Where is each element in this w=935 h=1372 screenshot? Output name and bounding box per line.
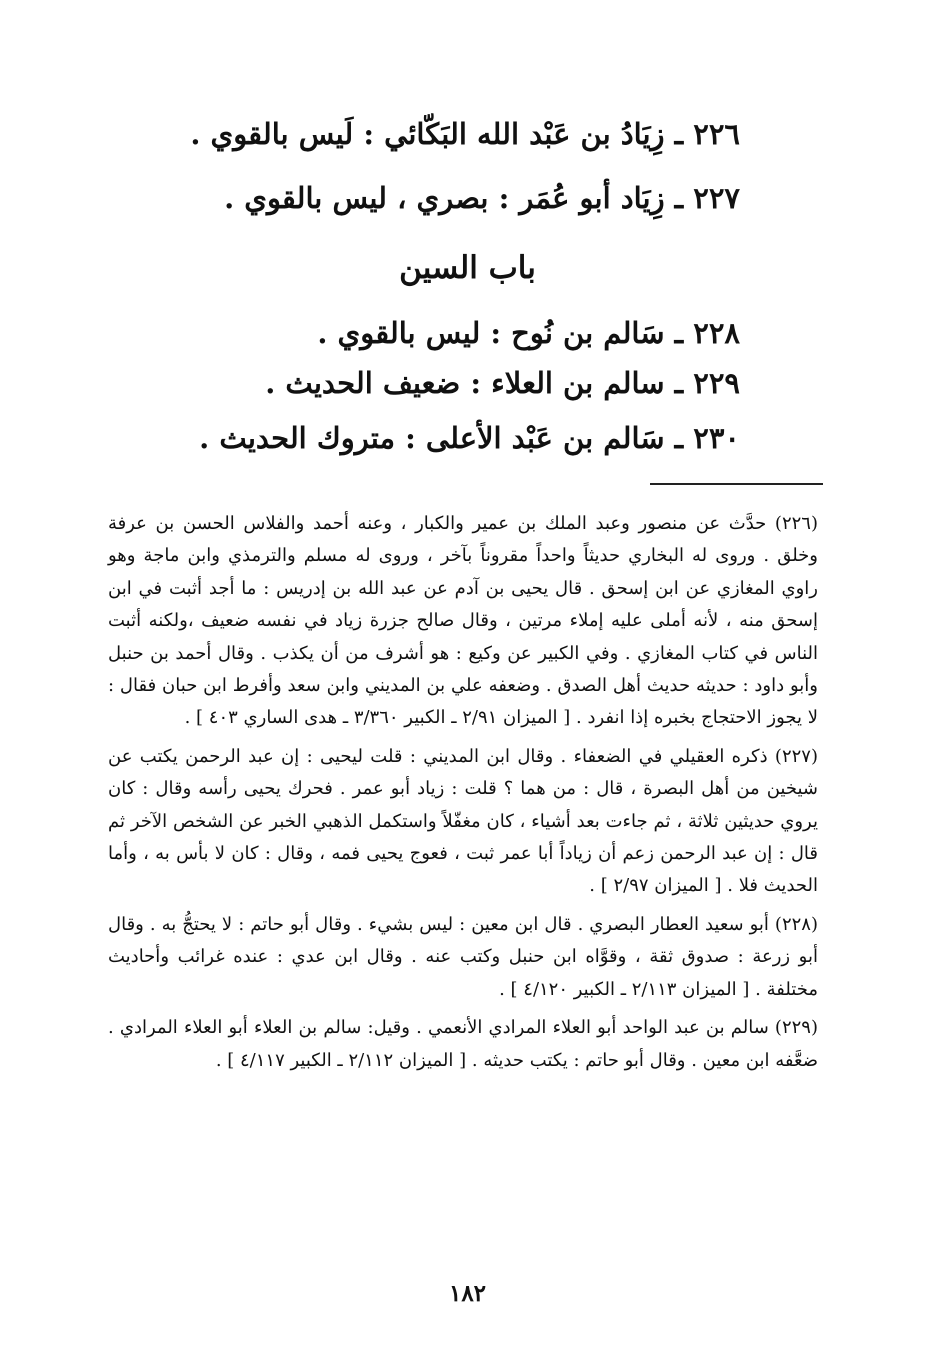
footnote-reference: [ الميزان ٢/١١٢ ـ الكبير ٤/١١٧ ] . — [215, 1049, 467, 1071]
footnote-229 — [108, 1012, 818, 1077]
entry-228: ٢٢٨ ـ سَالم بن نُوح : ليس بالقوي . — [317, 316, 740, 350]
footnote-226 — [108, 508, 818, 735]
entry-230: ٢٣٠ ـ سَالم بن عَبْد الأعلى : متروك الحديث . — [199, 421, 740, 455]
footnote-reference: [ الميزان ٢/٩١ ـ الكبير ٣/٣٦٠ ـ هدى الساري ٤٠٣ ] . — [184, 707, 571, 729]
footnote-text: (٢٢٩) سالم بن عبد الواحد أبو العلاء المرادي الأنعمي . وقيل: سالم بن العلاء أبو العلاء المرادي . ضعَّفه ابن معين . وقال أبو حاتم : يكتب حديثه . — [108, 1017, 818, 1071]
footnote-reference: [ الميزان ٢/١١٣ ـ الكبير ٤/١٢٠ ] . — [499, 978, 750, 1000]
section-title: باب السين — [399, 250, 536, 286]
entry-229: ٢٢٩ ـ سالم بن العلاء : ضعيف الحديث . — [265, 366, 740, 400]
footnote-227 — [108, 741, 818, 903]
footnote-reference: [ الميزان ٢/٩٧ ] . — [589, 875, 722, 897]
entry-227: ٢٢٧ ـ زِيَاد أبو عُمَر : بصري ، ليس بالقوي . — [224, 181, 740, 215]
footnote-text: (٢٢٨) أبو سعيد العطار البصري . قال ابن معين : ليس بشيء . وقال أبو حاتم : لا يحتجُّ به . وقال أبو زرعة : صدوق ثقة ، وقوَّاه ابن حنبل وكتب عنه . وقال ابن عدي : عنده غرائب وأحاديث مختلفة . — [108, 913, 818, 1000]
footnote-separator — [650, 483, 823, 485]
footnote-228 — [108, 909, 818, 1006]
page-number: ١٨٢ — [448, 1280, 487, 1307]
entry-226: ٢٢٦ ـ زِيَادُ بن عَبْد الله البَكّائي : لَيس بالقوي . — [190, 117, 740, 151]
footnote-text: (٢٢٦) حدَّث عن منصور وعبد الملك بن عمير والكبار ، وعنه أحمد والفلاس الحسن بن عرفة وخلق . وروى له البخاري حديثاً واحداً مقروناً بآخر ، وروى له مسلم والترمذي وابن ماجة وهو راوي المغازي عن ابن إسحق . قال يحيى بن آدم عن عبد الله بن إدريس : ما أجد أثبت في ابن إسحق منه ، لأنه أملى عليه إملاء مرتين ، وقال صالح جزرة زياد في نفسه ضعيف ،ولكنه أثبت الناس في كتاب المغازي . وفي الكبير عن وكيع : هو أشرف من أن يكذب . وقال أحمد بن حنبل وأبو داود : حديثه حديث أهل الصدق . وضعفه علي بن المديني وابن سعد وأفرط ابن حبان فقال : لا يجوز الاحتجاج بخبره إذا انفرد . — [108, 513, 818, 729]
footnote-text: (٢٢٧) ذكره العقيلي في الضعفاء . وقال ابن المديني : قلت ليحيى : إن عبد الرحمن يكتب عن شيخين من أهل البصرة ، قال : من هما ؟ قلت : زياد أبو عمر . فحرك يحيى رأسه وقال : كان يروي حديثين ثلاثة ، ثم جاءت بعد أشياء ، كان مغفّلاً واستكمل الذهبي الخبر عن الشخص الآخر ثم قال : إن عبد الرحمن زعم أن زياداً أبا عمر ثبت ، فعوج يحيى فمه ، وقال : كان لا بأس به ، وأما الحديث فلا . — [108, 745, 818, 897]
footnotes — [108, 508, 818, 1077]
